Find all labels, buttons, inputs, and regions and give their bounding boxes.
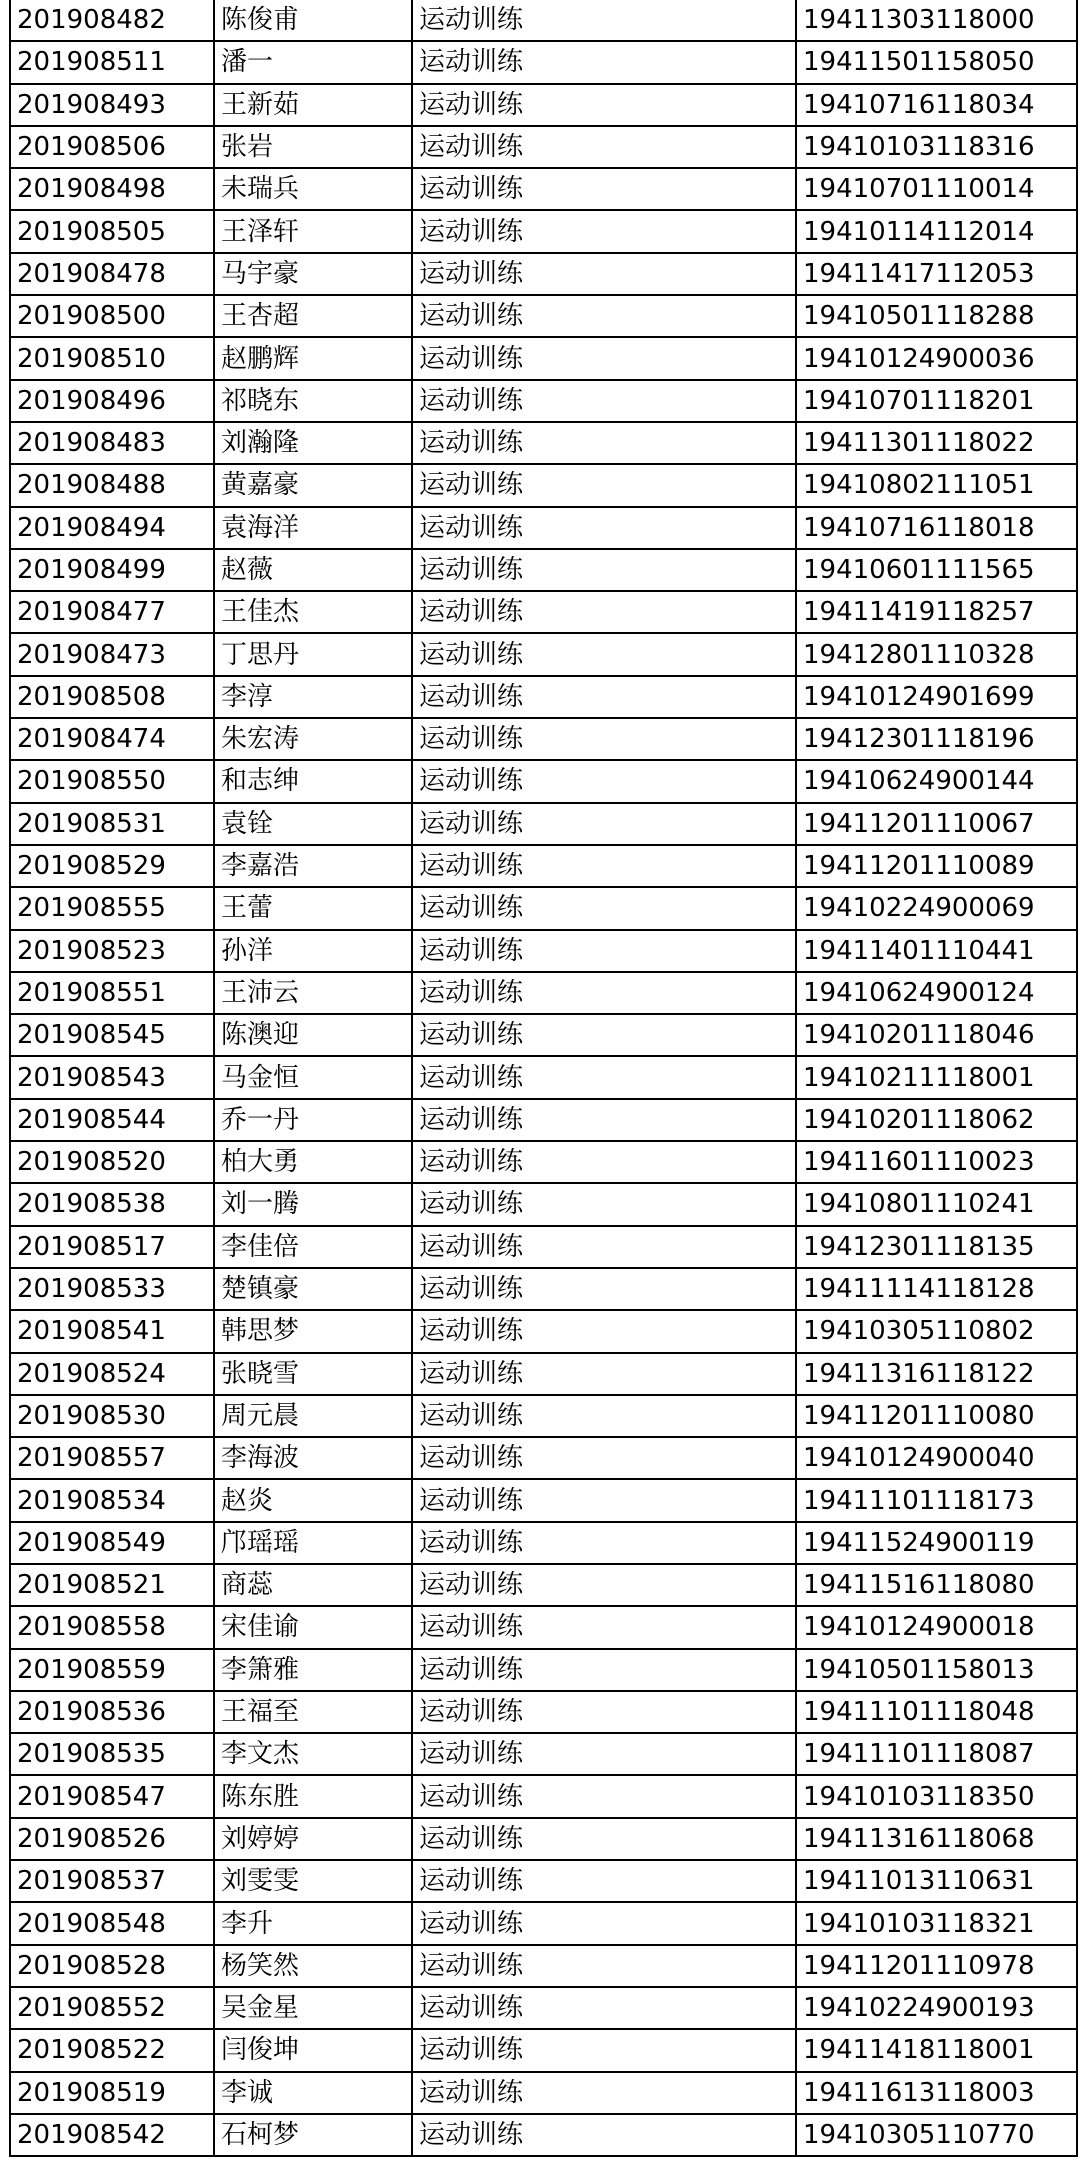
student-name-cell: 李箫雅 [214,1649,412,1691]
exam-number-cell: 19410124900036 [796,337,1077,379]
exam-number-cell: 19411114118128 [796,1268,1077,1310]
major-cell: 运动训练 [412,1606,796,1648]
major-cell: 运动训练 [412,972,796,1014]
major-cell: 运动训练 [412,930,796,972]
student-name-cell: 朱宏涛 [214,718,412,760]
student-id-cell: 201908498 [10,168,214,210]
table-row [10,1479,1077,1521]
exam-number-cell: 19410624900124 [796,972,1077,1014]
table-row [10,253,1077,295]
table-row [10,126,1077,168]
exam-number-cell: 19412301118135 [796,1226,1077,1268]
student-name-cell: 张岩 [214,126,412,168]
exam-number-cell: 19410701110014 [796,168,1077,210]
major-cell: 运动训练 [412,1649,796,1691]
student-id-cell: 201908520 [10,1141,214,1183]
exam-number-cell: 19411418118001 [796,2029,1077,2071]
student-name-cell: 王福至 [214,1691,412,1733]
major-cell: 运动训练 [412,1014,796,1056]
major-cell: 运动训练 [412,2029,796,2071]
student-id-cell: 201908541 [10,1310,214,1352]
table-row [10,1564,1077,1606]
exam-number-cell: 19410801110241 [796,1183,1077,1225]
student-name-cell: 丁思丹 [214,633,412,675]
major-cell: 运动训练 [412,422,796,464]
table-row [10,2072,1077,2114]
exam-number-cell: 19411301118022 [796,422,1077,464]
student-name-cell: 王沛云 [214,972,412,1014]
student-name-cell: 潘一 [214,41,412,83]
major-cell: 运动训练 [412,1522,796,1564]
exam-number-cell: 19410501158013 [796,1649,1077,1691]
exam-number-cell: 19410716118018 [796,507,1077,549]
student-name-cell: 吴金星 [214,1987,412,2029]
table-row [10,930,1077,972]
table-row [10,84,1077,126]
major-cell: 运动训练 [412,1353,796,1395]
major-cell: 运动训练 [412,126,796,168]
table-row [10,1606,1077,1648]
table-row [10,1183,1077,1225]
table-row [10,1056,1077,1098]
exam-number-cell: 19410501118288 [796,295,1077,337]
student-id-cell: 201908549 [10,1522,214,1564]
student-name-cell: 马宇豪 [214,253,412,295]
student-id-cell: 201908547 [10,1775,214,1817]
exam-number-cell: 19411417112053 [796,253,1077,295]
student-id-cell: 201908499 [10,549,214,591]
major-cell: 运动训练 [412,887,796,929]
major-cell: 运动训练 [412,464,796,506]
table-row [10,1310,1077,1352]
student-table [9,0,1078,2157]
student-id-cell: 201908522 [10,2029,214,2071]
table-row [10,210,1077,252]
student-id-cell: 201908493 [10,84,214,126]
table-row [10,41,1077,83]
student-id-cell: 201908508 [10,676,214,718]
major-cell: 运动训练 [412,337,796,379]
table-row [10,1733,1077,1775]
student-name-cell: 和志绅 [214,760,412,802]
table-row [10,803,1077,845]
table-row [10,337,1077,379]
major-cell: 运动训练 [412,1141,796,1183]
major-cell: 运动训练 [412,549,796,591]
student-name-cell: 赵炎 [214,1479,412,1521]
exam-number-cell: 19411516118080 [796,1564,1077,1606]
exam-number-cell: 19410103118350 [796,1775,1077,1817]
major-cell: 运动训练 [412,168,796,210]
student-id-cell: 201908523 [10,930,214,972]
student-id-cell: 201908555 [10,887,214,929]
student-name-cell: 黄嘉豪 [214,464,412,506]
major-cell: 运动训练 [412,2114,796,2156]
exam-number-cell: 19411101118087 [796,1733,1077,1775]
student-name-cell: 李淳 [214,676,412,718]
student-name-cell: 李佳倍 [214,1226,412,1268]
exam-number-cell: 19411201110089 [796,845,1077,887]
table-row [10,1395,1077,1437]
student-id-cell: 201908559 [10,1649,214,1691]
student-name-cell: 马金恒 [214,1056,412,1098]
major-cell: 运动训练 [412,84,796,126]
student-name-cell: 未瑞兵 [214,168,412,210]
major-cell: 运动训练 [412,1818,796,1860]
student-name-cell: 刘婷婷 [214,1818,412,1860]
student-name-cell: 祁晓东 [214,380,412,422]
major-cell: 运动训练 [412,1479,796,1521]
exam-number-cell: 19410701118201 [796,380,1077,422]
student-id-cell: 201908531 [10,803,214,845]
student-id-cell: 201908558 [10,1606,214,1648]
student-id-cell: 201908542 [10,2114,214,2156]
major-cell: 运动训练 [412,41,796,83]
table-row [10,1818,1077,1860]
exam-number-cell: 19411601110023 [796,1141,1077,1183]
student-id-cell: 201908543 [10,1056,214,1098]
student-name-cell: 赵薇 [214,549,412,591]
major-cell: 运动训练 [412,803,796,845]
student-id-cell: 201908506 [10,126,214,168]
student-id-cell: 201908548 [10,1902,214,1944]
student-name-cell: 邝瑶瑶 [214,1522,412,1564]
major-cell: 运动训练 [412,845,796,887]
major-cell: 运动训练 [412,1183,796,1225]
table-row [10,2029,1077,2071]
exam-number-cell: 19411013110631 [796,1860,1077,1902]
student-name-cell: 王蕾 [214,887,412,929]
major-cell: 运动训练 [412,1775,796,1817]
major-cell: 运动训练 [412,1860,796,1902]
exam-number-cell: 19410103118316 [796,126,1077,168]
exam-number-cell: 19411524900119 [796,1522,1077,1564]
exam-number-cell: 19411201110080 [796,1395,1077,1437]
student-id-cell: 201908517 [10,1226,214,1268]
table-row [10,1268,1077,1310]
table-row [10,507,1077,549]
major-cell: 运动训练 [412,1733,796,1775]
student-name-cell: 袁海洋 [214,507,412,549]
exam-number-cell: 19411316118122 [796,1353,1077,1395]
exam-number-cell: 19410601111565 [796,549,1077,591]
table-row [10,2114,1077,2156]
student-id-cell: 201908528 [10,1945,214,1987]
student-name-cell: 李海波 [214,1437,412,1479]
student-id-cell: 201908550 [10,760,214,802]
student-name-cell: 王佳杰 [214,591,412,633]
table-row [10,676,1077,718]
exam-number-cell: 19412301118196 [796,718,1077,760]
major-cell: 运动训练 [412,1395,796,1437]
table-row [10,1945,1077,1987]
major-cell: 运动训练 [412,2072,796,2114]
student-name-cell: 刘雯雯 [214,1860,412,1902]
major-cell: 运动训练 [412,1099,796,1141]
student-name-cell: 闫俊坤 [214,2029,412,2071]
table-body [10,0,1077,2156]
student-name-cell: 石柯梦 [214,2114,412,2156]
table-row [10,1014,1077,1056]
exam-number-cell: 19411613118003 [796,2072,1077,2114]
student-id-cell: 201908496 [10,380,214,422]
table-row [10,633,1077,675]
exam-number-cell: 19411201110067 [796,803,1077,845]
student-id-cell: 201908494 [10,507,214,549]
student-name-cell: 李嘉浩 [214,845,412,887]
student-name-cell: 陈澳迎 [214,1014,412,1056]
exam-number-cell: 19411501158050 [796,41,1077,83]
major-cell: 运动训练 [412,1902,796,1944]
student-name-cell: 刘一腾 [214,1183,412,1225]
table-row [10,1691,1077,1733]
exam-number-cell: 19410305110802 [796,1310,1077,1352]
student-id-cell: 201908537 [10,1860,214,1902]
student-name-cell: 杨笑然 [214,1945,412,1987]
exam-number-cell: 19412801110328 [796,633,1077,675]
student-id-cell: 201908483 [10,422,214,464]
table-row [10,1437,1077,1479]
major-cell: 运动训练 [412,380,796,422]
table-row [10,0,1077,41]
student-id-cell: 201908545 [10,1014,214,1056]
student-id-cell: 201908473 [10,633,214,675]
major-cell: 运动训练 [412,1226,796,1268]
major-cell: 运动训练 [412,1437,796,1479]
table-row [10,295,1077,337]
major-cell: 运动训练 [412,0,796,41]
exam-number-cell: 19410224900193 [796,1987,1077,2029]
student-name-cell: 乔一丹 [214,1099,412,1141]
table-row [10,549,1077,591]
student-name-cell: 宋佳谕 [214,1606,412,1648]
major-cell: 运动训练 [412,210,796,252]
exam-number-cell: 19411419118257 [796,591,1077,633]
major-cell: 运动训练 [412,1945,796,1987]
exam-number-cell: 19411401110441 [796,930,1077,972]
student-id-cell: 201908477 [10,591,214,633]
major-cell: 运动训练 [412,633,796,675]
major-cell: 运动训练 [412,760,796,802]
student-name-cell: 陈东胜 [214,1775,412,1817]
student-id-cell: 201908534 [10,1479,214,1521]
table-row [10,1987,1077,2029]
table-row [10,972,1077,1014]
table-row [10,422,1077,464]
exam-number-cell: 19410211118001 [796,1056,1077,1098]
student-name-cell: 王新茹 [214,84,412,126]
student-id-cell: 201908544 [10,1099,214,1141]
student-name-cell: 周元晨 [214,1395,412,1437]
student-id-cell: 201908529 [10,845,214,887]
student-id-cell: 201908521 [10,1564,214,1606]
major-cell: 运动训练 [412,1056,796,1098]
exam-number-cell: 19410124900018 [796,1606,1077,1648]
table-row [10,760,1077,802]
major-cell: 运动训练 [412,591,796,633]
student-id-cell: 201908519 [10,2072,214,2114]
table-row [10,1522,1077,1564]
student-name-cell: 韩思梦 [214,1310,412,1352]
exam-number-cell: 19411101118048 [796,1691,1077,1733]
exam-number-cell: 19410802111051 [796,464,1077,506]
student-name-cell: 刘瀚隆 [214,422,412,464]
student-name-cell: 陈俊甫 [214,0,412,41]
exam-number-cell: 19410114112014 [796,210,1077,252]
student-id-cell: 201908524 [10,1353,214,1395]
table-row [10,1099,1077,1141]
student-id-cell: 201908551 [10,972,214,1014]
table-row [10,1649,1077,1691]
exam-number-cell: 19410224900069 [796,887,1077,929]
student-id-cell: 201908505 [10,210,214,252]
table-row [10,591,1077,633]
student-id-cell: 201908552 [10,1987,214,2029]
student-name-cell: 赵鹏辉 [214,337,412,379]
table-row [10,1775,1077,1817]
exam-number-cell: 19410124901699 [796,676,1077,718]
major-cell: 运动训练 [412,1987,796,2029]
student-id-cell: 201908511 [10,41,214,83]
student-name-cell: 王杏超 [214,295,412,337]
student-name-cell: 商蕊 [214,1564,412,1606]
student-id-cell: 201908482 [10,0,214,41]
student-name-cell: 张晓雪 [214,1353,412,1395]
exam-number-cell: 19411316118068 [796,1818,1077,1860]
major-cell: 运动训练 [412,295,796,337]
student-id-cell: 201908500 [10,295,214,337]
student-name-cell: 李文杰 [214,1733,412,1775]
major-cell: 运动训练 [412,676,796,718]
student-name-cell: 李诚 [214,2072,412,2114]
student-name-cell: 楚镇豪 [214,1268,412,1310]
student-name-cell: 王泽轩 [214,210,412,252]
student-id-cell: 201908536 [10,1691,214,1733]
major-cell: 运动训练 [412,507,796,549]
exam-number-cell: 19410103118321 [796,1902,1077,1944]
exam-number-cell: 19410716118034 [796,84,1077,126]
major-cell: 运动训练 [412,253,796,295]
exam-number-cell: 19410201118046 [796,1014,1077,1056]
student-id-cell: 201908533 [10,1268,214,1310]
table-row [10,1902,1077,1944]
table-row [10,1860,1077,1902]
table-row [10,1141,1077,1183]
student-name-cell: 孙洋 [214,930,412,972]
student-id-cell: 201908557 [10,1437,214,1479]
major-cell: 运动训练 [412,718,796,760]
student-id-cell: 201908538 [10,1183,214,1225]
table-row [10,845,1077,887]
student-id-cell: 201908478 [10,253,214,295]
exam-number-cell: 19411303118000 [796,0,1077,41]
student-id-cell: 201908488 [10,464,214,506]
major-cell: 运动训练 [412,1268,796,1310]
table-row [10,718,1077,760]
table-row [10,1226,1077,1268]
student-name-cell: 袁铨 [214,803,412,845]
table-row [10,887,1077,929]
table-row [10,464,1077,506]
exam-number-cell: 19410624900144 [796,760,1077,802]
student-id-cell: 201908526 [10,1818,214,1860]
major-cell: 运动训练 [412,1564,796,1606]
major-cell: 运动训练 [412,1310,796,1352]
student-name-cell: 柏大勇 [214,1141,412,1183]
student-id-cell: 201908510 [10,337,214,379]
exam-number-cell: 19410305110770 [796,2114,1077,2156]
student-id-cell: 201908530 [10,1395,214,1437]
exam-number-cell: 19410201118062 [796,1099,1077,1141]
table-row [10,168,1077,210]
exam-number-cell: 19410124900040 [796,1437,1077,1479]
exam-number-cell: 19411201110978 [796,1945,1077,1987]
table-row [10,380,1077,422]
student-id-cell: 201908535 [10,1733,214,1775]
student-name-cell: 李升 [214,1902,412,1944]
table-row [10,1353,1077,1395]
student-id-cell: 201908474 [10,718,214,760]
exam-number-cell: 19411101118173 [796,1479,1077,1521]
major-cell: 运动训练 [412,1691,796,1733]
